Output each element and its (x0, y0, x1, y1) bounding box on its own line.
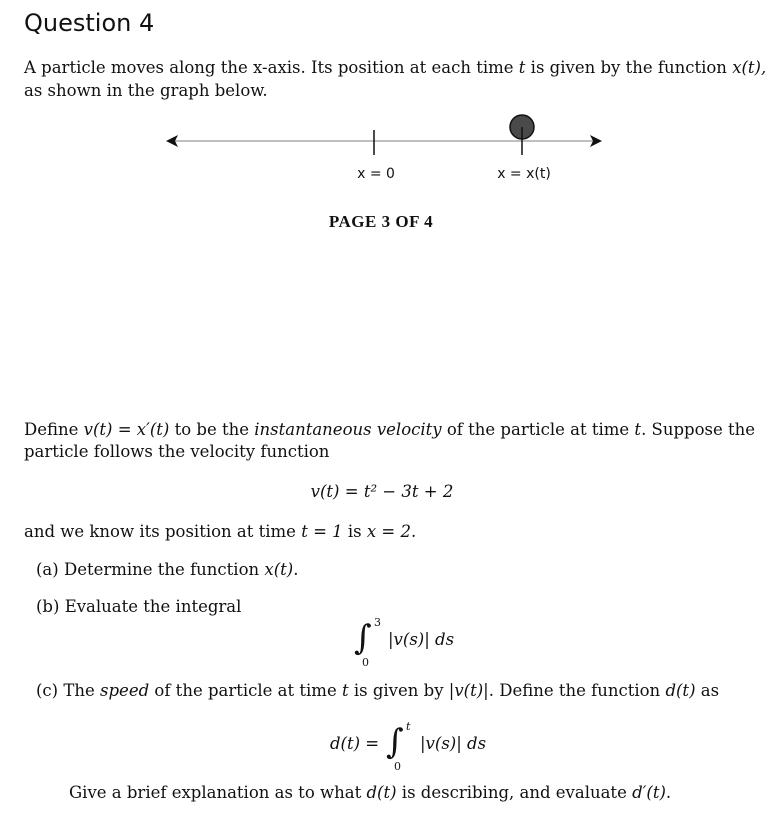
math: d′(t) (632, 783, 666, 802)
math: d(t) (665, 681, 696, 700)
text: Give a brief explanation as to what (69, 783, 367, 802)
upper-limit: 3 (374, 616, 381, 629)
text: is given by (348, 681, 449, 700)
text: A particle moves along the x-axis. Its position at each time (24, 58, 519, 77)
define-line-2: particle follows the velocity function (24, 442, 330, 461)
lower-limit: 0 (362, 656, 369, 669)
math: t (341, 681, 349, 700)
math: t = 1 (301, 522, 343, 541)
intro-line-2: as shown in the graph below. (24, 81, 268, 100)
integral-b (350, 614, 490, 670)
text: is (342, 522, 367, 541)
text: . (665, 783, 672, 802)
question-title: Question 4 (24, 9, 155, 37)
text: . (411, 522, 417, 541)
lower-limit: 0 (394, 760, 401, 773)
text: Define (24, 420, 84, 439)
text: Determine the function (63, 560, 265, 579)
part-label: (a) (36, 560, 59, 579)
part-c-final (69, 783, 671, 803)
text: Evaluate the integral (64, 597, 242, 616)
upper-limit: t (406, 720, 411, 733)
part-b (36, 597, 241, 617)
page-indicator: PAGE 3 OF 4 (328, 212, 434, 231)
part-label: (b) (36, 597, 60, 616)
text: of the particle at time (441, 420, 635, 439)
text: . Define the function (488, 681, 666, 700)
math: d(t) (366, 783, 397, 802)
integral-sign: ∫ (386, 722, 404, 762)
label-x-position: x = x(t) (497, 166, 551, 182)
text: to be the (169, 420, 255, 439)
integrand: |v(s)| ds (420, 734, 487, 753)
lhs: d(t) = (330, 734, 380, 753)
text: The (63, 681, 101, 700)
integral-sign: ∫ (354, 618, 372, 658)
integral-d (328, 716, 498, 772)
text: is describing, and evaluate (396, 783, 633, 802)
text: as (695, 681, 720, 700)
emphasis: instantaneous velocity (254, 420, 442, 439)
velocity-equation: v(t) = t² − 3t + 2 (310, 482, 454, 501)
known-position (24, 522, 416, 542)
label-x-zero: x = 0 (357, 166, 395, 182)
text: . Suppose the (641, 420, 756, 439)
part-c (36, 681, 719, 701)
math: x(t), (732, 58, 767, 77)
emphasis: speed (100, 681, 150, 700)
text: and we know its position at time (24, 522, 302, 541)
math: t (634, 420, 642, 439)
text: of the particle at time (149, 681, 342, 700)
integrand: |v(s)| ds (388, 630, 455, 649)
text: is given by the function (525, 58, 733, 77)
math: |v(t)| (448, 681, 489, 700)
math: x(t) (264, 560, 294, 579)
math: t (518, 58, 526, 77)
part-a (36, 560, 298, 580)
part-label: (c) (36, 681, 59, 700)
text: . (293, 560, 299, 579)
math: v(t) = x′(t) (83, 420, 170, 439)
define-line-1 (24, 420, 755, 440)
math: x = 2 (366, 522, 411, 541)
